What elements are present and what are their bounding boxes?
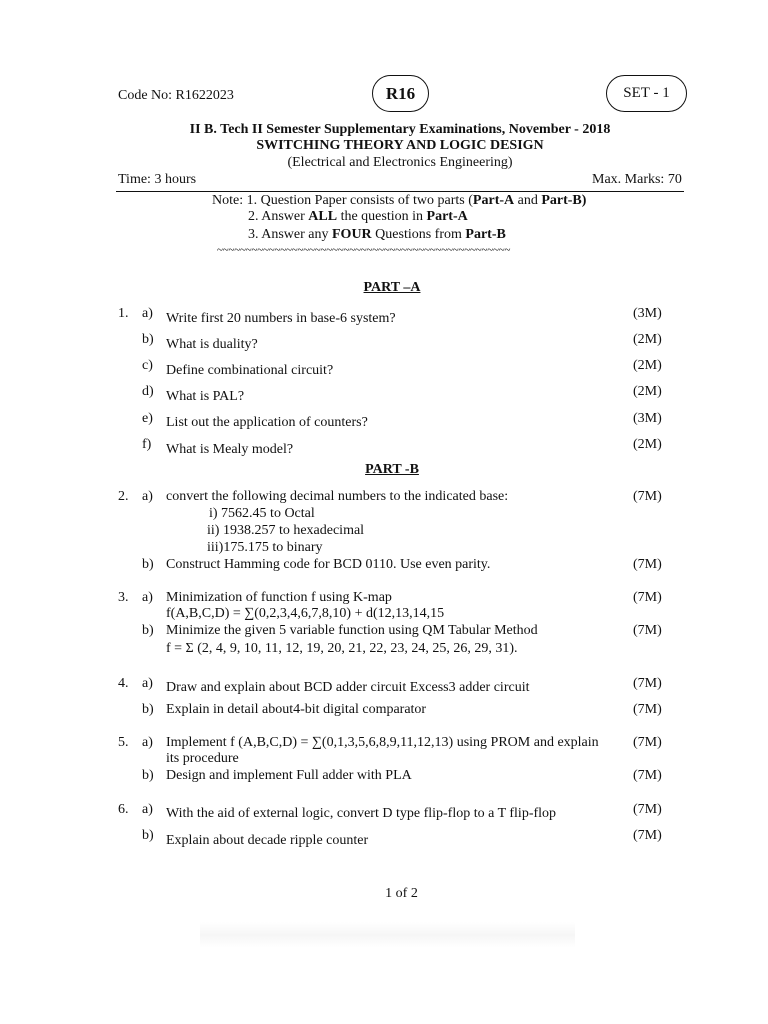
q5-marks-b: (7M) <box>633 768 662 783</box>
q2-text-a: convert the following decimal numbers to the indicated base: <box>166 489 509 504</box>
q3-label-b: b) <box>142 623 154 638</box>
q1-label-e: e) <box>142 411 153 426</box>
q1-label-b: b) <box>142 332 154 347</box>
q1-marks-e: (3M) <box>633 411 662 426</box>
note-line-2: 2. Answer ALL the question in Part-A <box>248 209 468 224</box>
branch-name: (Electrical and Electronics Engineering) <box>287 155 513 170</box>
q6-label-b: b) <box>142 828 154 843</box>
q3-text-b: Minimize the given 5 variable function using QM Tabular Method <box>166 623 538 638</box>
q1-label-f: f) <box>142 437 152 452</box>
regulation-badge: R16 <box>372 75 429 112</box>
q3-marks-b: (7M) <box>633 623 662 638</box>
q1-text-c: Define combinational circuit? <box>166 363 334 378</box>
q6-text-b: Explain about decade ripple counter <box>166 833 369 848</box>
q2-marks-a: (7M) <box>633 489 662 504</box>
question-number-3: 3. <box>118 590 129 605</box>
part-b-title: PART -B <box>365 462 419 477</box>
q5-marks-a: (7M) <box>633 735 662 750</box>
q4-marks-b: (7M) <box>633 702 662 717</box>
q2-sub-2: ii) 1938.257 to hexadecimal <box>207 523 365 538</box>
q1-marks-d: (2M) <box>633 384 662 399</box>
question-number-1: 1. <box>118 306 129 321</box>
q5-label-a: a) <box>142 735 153 750</box>
code-number: Code No: R1622023 <box>118 88 234 103</box>
question-number-4: 4. <box>118 676 129 691</box>
q1-text-f: What is Mealy model? <box>166 442 294 457</box>
q1-label-a: a) <box>142 306 153 321</box>
exam-duration: Time: 3 hours <box>118 172 197 187</box>
question-number-5: 5. <box>118 735 129 750</box>
q2-text-b: Construct Hamming code for BCD 0110. Use even parity. <box>166 557 491 572</box>
q3-label-a: a) <box>142 590 153 605</box>
header-divider <box>116 191 684 192</box>
q2-label-b: b) <box>142 557 154 572</box>
q4-marks-a: (7M) <box>633 676 662 691</box>
q4-text-b: Explain in detail about4-bit digital comparator <box>166 702 427 717</box>
q1-text-a: Write first 20 numbers in base-6 system? <box>166 311 396 326</box>
q1-marks-b: (2M) <box>633 332 662 347</box>
q1-marks-c: (2M) <box>633 358 662 373</box>
q1-label-c: c) <box>142 358 153 373</box>
question-number-2: 2. <box>118 489 129 504</box>
q5-text-a: Implement f (A,B,C,D) = ∑(0,1,3,5,6,8,9,11,12,13) using PROM and explain <box>166 735 599 750</box>
set-badge: SET - 1 <box>606 75 687 112</box>
q2-sub-1: i) 7562.45 to Octal <box>209 506 315 521</box>
q3-expression-b: f = Σ (2, 4, 9, 10, 11, 12, 19, 20, 21, 22, 23, 24, 25, 26, 29, 31). <box>166 641 518 656</box>
part-a-title: PART –A <box>363 280 421 295</box>
question-number-6: 6. <box>118 802 129 817</box>
q6-text-a: With the aid of external logic, convert D type flip-flop to a T flip-flop <box>166 806 557 821</box>
max-marks: Max. Marks: 70 <box>592 172 682 187</box>
faint-watermark-band <box>200 922 575 948</box>
q1-text-b: What is duality? <box>166 337 258 352</box>
q1-marks-f: (2M) <box>633 437 662 452</box>
q2-marks-b: (7M) <box>633 557 662 572</box>
q3-text-a: Minimization of function f using K-map <box>166 590 392 605</box>
q4-label-a: a) <box>142 676 153 691</box>
q2-label-a: a) <box>142 489 153 504</box>
q1-text-d: What is PAL? <box>166 389 245 404</box>
q4-label-b: b) <box>142 702 154 717</box>
q1-text-e: List out the application of counters? <box>166 415 368 430</box>
note-separator: ~~~~~~~~~~~~~~~~~~~~~~~~~~~~~~~~~~~~~~~~~~~~~~~~~~~ <box>217 244 511 256</box>
note-line-3: 3. Answer any FOUR Questions from Part-B <box>248 227 506 242</box>
q3-expression-a: f(A,B,C,D) = ∑(0,2,3,4,6,7,8,10) + d(12,13,14,15 <box>166 606 445 621</box>
q1-label-d: d) <box>142 384 154 399</box>
exam-title: II B. Tech II Semester Supplementary Examinations, November - 2018 <box>189 122 611 137</box>
q5-text-b: Design and implement Full adder with PLA <box>166 768 412 783</box>
q5-label-b: b) <box>142 768 154 783</box>
subject-title: SWITCHING THEORY AND LOGIC DESIGN <box>256 138 544 153</box>
q1-marks-a: (3M) <box>633 306 662 321</box>
q6-marks-a: (7M) <box>633 802 662 817</box>
q6-marks-b: (7M) <box>633 828 662 843</box>
q5-text-a-continued: its procedure <box>166 751 239 766</box>
q4-text-a: Draw and explain about BCD adder circuit Excess3 adder circuit <box>166 680 530 695</box>
q2-sub-3: iii)175.175 to binary <box>207 540 323 555</box>
q6-label-a: a) <box>142 802 153 817</box>
page-number: 1 of 2 <box>385 886 418 901</box>
note-line-1: Note: 1. Question Paper consists of two parts (Part-A and Part-B) <box>212 193 587 208</box>
q3-marks-a: (7M) <box>633 590 662 605</box>
